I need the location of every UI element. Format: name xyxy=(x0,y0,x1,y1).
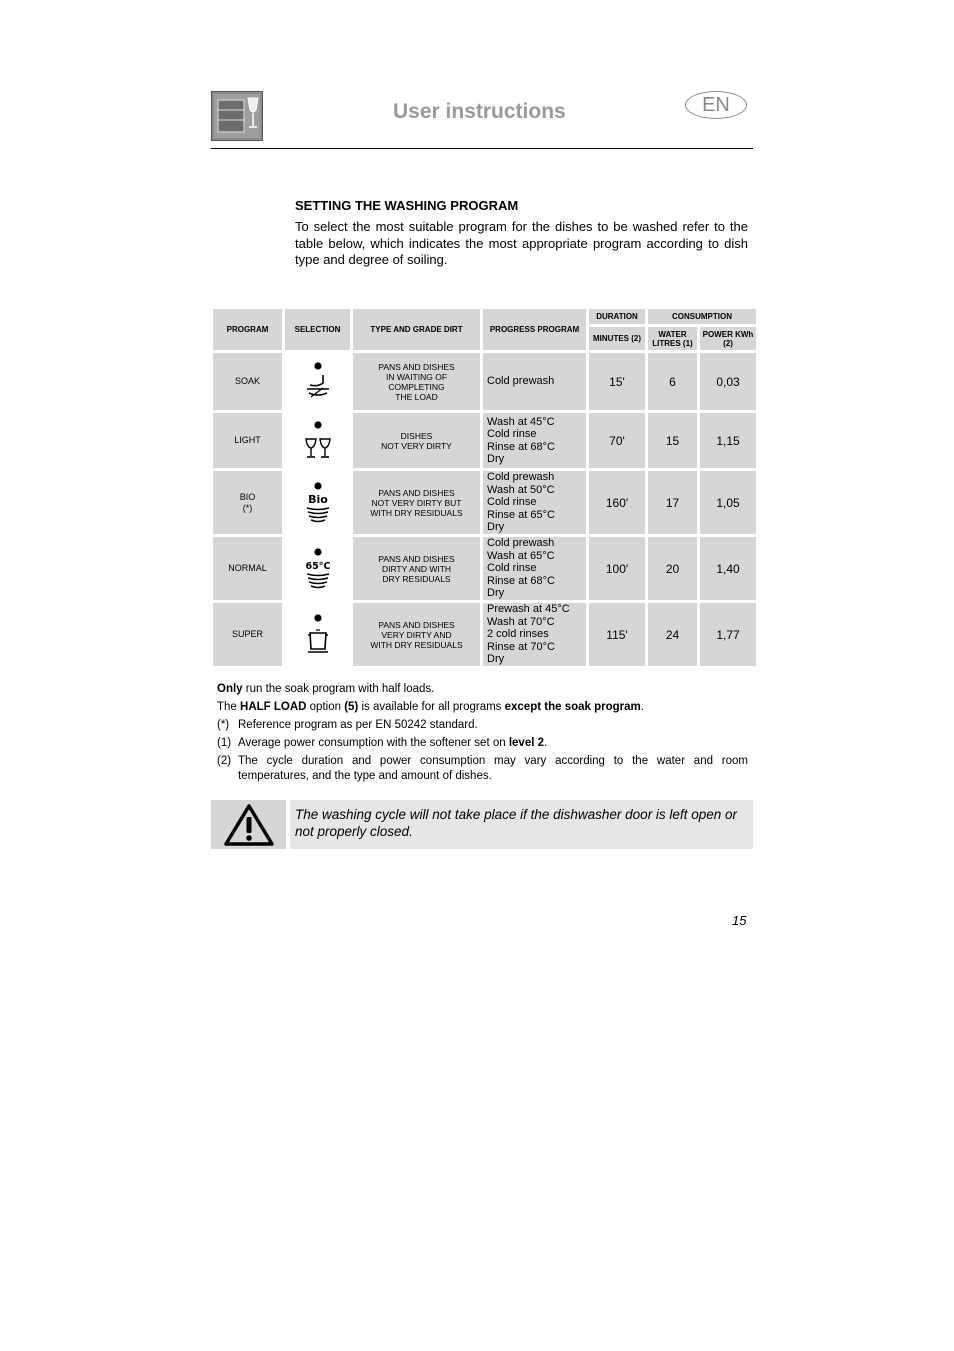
program-name: SOAK xyxy=(213,353,282,410)
note-soak-half-load: Only run the soak program with half loads. xyxy=(217,683,435,695)
intro-paragraph: To select the most suitable program for the dishes to be washed refer to the table below, which indicates the most appropriate program according to dish type and degree of soiling. xyxy=(295,219,748,267)
power-cell: 1,40 xyxy=(700,537,756,600)
table-row xyxy=(213,537,756,600)
selection-cell xyxy=(285,353,350,410)
type-cell: PANS AND DISHES VERY DIRTY AND WITH DRY RESIDUALS xyxy=(353,603,480,666)
header-power: POWER KWh (2) xyxy=(700,327,756,350)
dishwasher-logo-icon xyxy=(211,91,263,141)
selection-cell xyxy=(285,603,350,666)
table-row xyxy=(213,603,756,666)
header-duration: DURATION xyxy=(589,309,645,324)
bio-icon-label: Bio xyxy=(307,492,328,506)
power-cell: 1,05 xyxy=(700,471,756,534)
page-number: 15 xyxy=(732,913,747,928)
header-consumption: CONSUMPTION xyxy=(648,309,756,324)
program-name: BIO (*) xyxy=(213,471,282,534)
65c-icon-label: 65°C xyxy=(305,560,330,572)
footnote-star: (*) Reference program as per EN 50242 standard. xyxy=(217,719,478,731)
header-type: TYPE AND GRADE DIRT xyxy=(353,309,480,350)
power-cell: 1,77 xyxy=(700,603,756,666)
bio-icon xyxy=(303,481,333,525)
minutes-cell: 15' xyxy=(589,353,645,410)
program-name: SUPER xyxy=(213,603,282,666)
selection-cell xyxy=(285,413,350,468)
minutes-cell: 100' xyxy=(589,537,645,600)
header-progress: PROGRESS PROGRAM xyxy=(483,309,586,350)
header-water: WATER LITRES (1) xyxy=(648,327,697,350)
footnote-2: (2) The cycle duration and power consumption may vary according to the water and room temperatures, and the type and amount of dishes. xyxy=(217,755,748,782)
water-cell: 6 xyxy=(648,353,697,410)
progress-cell: Prewash at 45°C Wash at 70°C 2 cold rinses Rinse at 70°C Dry xyxy=(483,603,586,666)
water-cell: 15 xyxy=(648,413,697,468)
glasses-icon xyxy=(303,420,333,462)
section-heading: SETTING THE WASHING PROGRAM xyxy=(295,198,519,213)
selection-cell xyxy=(285,471,350,534)
notes-block xyxy=(217,682,748,787)
header-minutes: MINUTES (2) xyxy=(589,327,645,350)
water-cell: 20 xyxy=(648,537,697,600)
65c-icon xyxy=(303,547,333,591)
type-cell: PANS AND DISHES NOT VERY DIRTY BUT WITH DRY RESIDUALS xyxy=(353,471,480,534)
page-title: User instructions xyxy=(393,100,566,123)
water-cell: 17 xyxy=(648,471,697,534)
warning-text: The washing cycle will not take place if the dishwasher door is left open or not properly closed. xyxy=(290,800,753,849)
table-row xyxy=(213,471,756,534)
pot-icon xyxy=(303,613,333,657)
warning-icon-cell xyxy=(211,800,286,849)
progress-cell: Cold prewash Wash at 65°C Cold rinse Rinse at 68°C Dry xyxy=(483,537,586,600)
progress-cell: Cold prewash Wash at 50°C Cold rinse Rinse at 65°C Dry xyxy=(483,471,586,534)
soak-icon xyxy=(303,361,333,403)
minutes-cell: 115' xyxy=(589,603,645,666)
table-row xyxy=(213,353,756,410)
power-cell: 1,15 xyxy=(700,413,756,468)
header-divider xyxy=(211,148,753,149)
progress-cell: Wash at 45°C Cold rinse Rinse at 68°C Dry xyxy=(483,413,586,468)
program-name: NORMAL xyxy=(213,537,282,600)
water-cell: 24 xyxy=(648,603,697,666)
note-half-load-option: The HALF LOAD option (5) is available for all programs except the soak program. xyxy=(217,701,644,713)
type-cell: DISHES NOT VERY DIRTY xyxy=(353,413,480,468)
header-program: PROGRAM xyxy=(213,309,282,350)
warning-box xyxy=(211,800,753,849)
warning-triangle-icon xyxy=(223,803,275,847)
header-selection: SELECTION xyxy=(285,309,350,350)
program-name: LIGHT xyxy=(213,413,282,468)
program-table xyxy=(210,306,759,669)
table-row xyxy=(213,413,756,468)
power-cell: 0,03 xyxy=(700,353,756,410)
type-cell: PANS AND DISHES IN WAITING OF COMPLETING THE LOAD xyxy=(353,353,480,410)
selection-cell xyxy=(285,537,350,600)
type-cell: PANS AND DISHES DIRTY AND WITH DRY RESIDUALS xyxy=(353,537,480,600)
language-badge: EN xyxy=(685,91,747,119)
minutes-cell: 160' xyxy=(589,471,645,534)
footnote-1: (1) Average power consumption with the softener set on level 2. xyxy=(217,737,548,749)
minutes-cell: 70' xyxy=(589,413,645,468)
progress-cell: Cold prewash xyxy=(483,353,586,410)
